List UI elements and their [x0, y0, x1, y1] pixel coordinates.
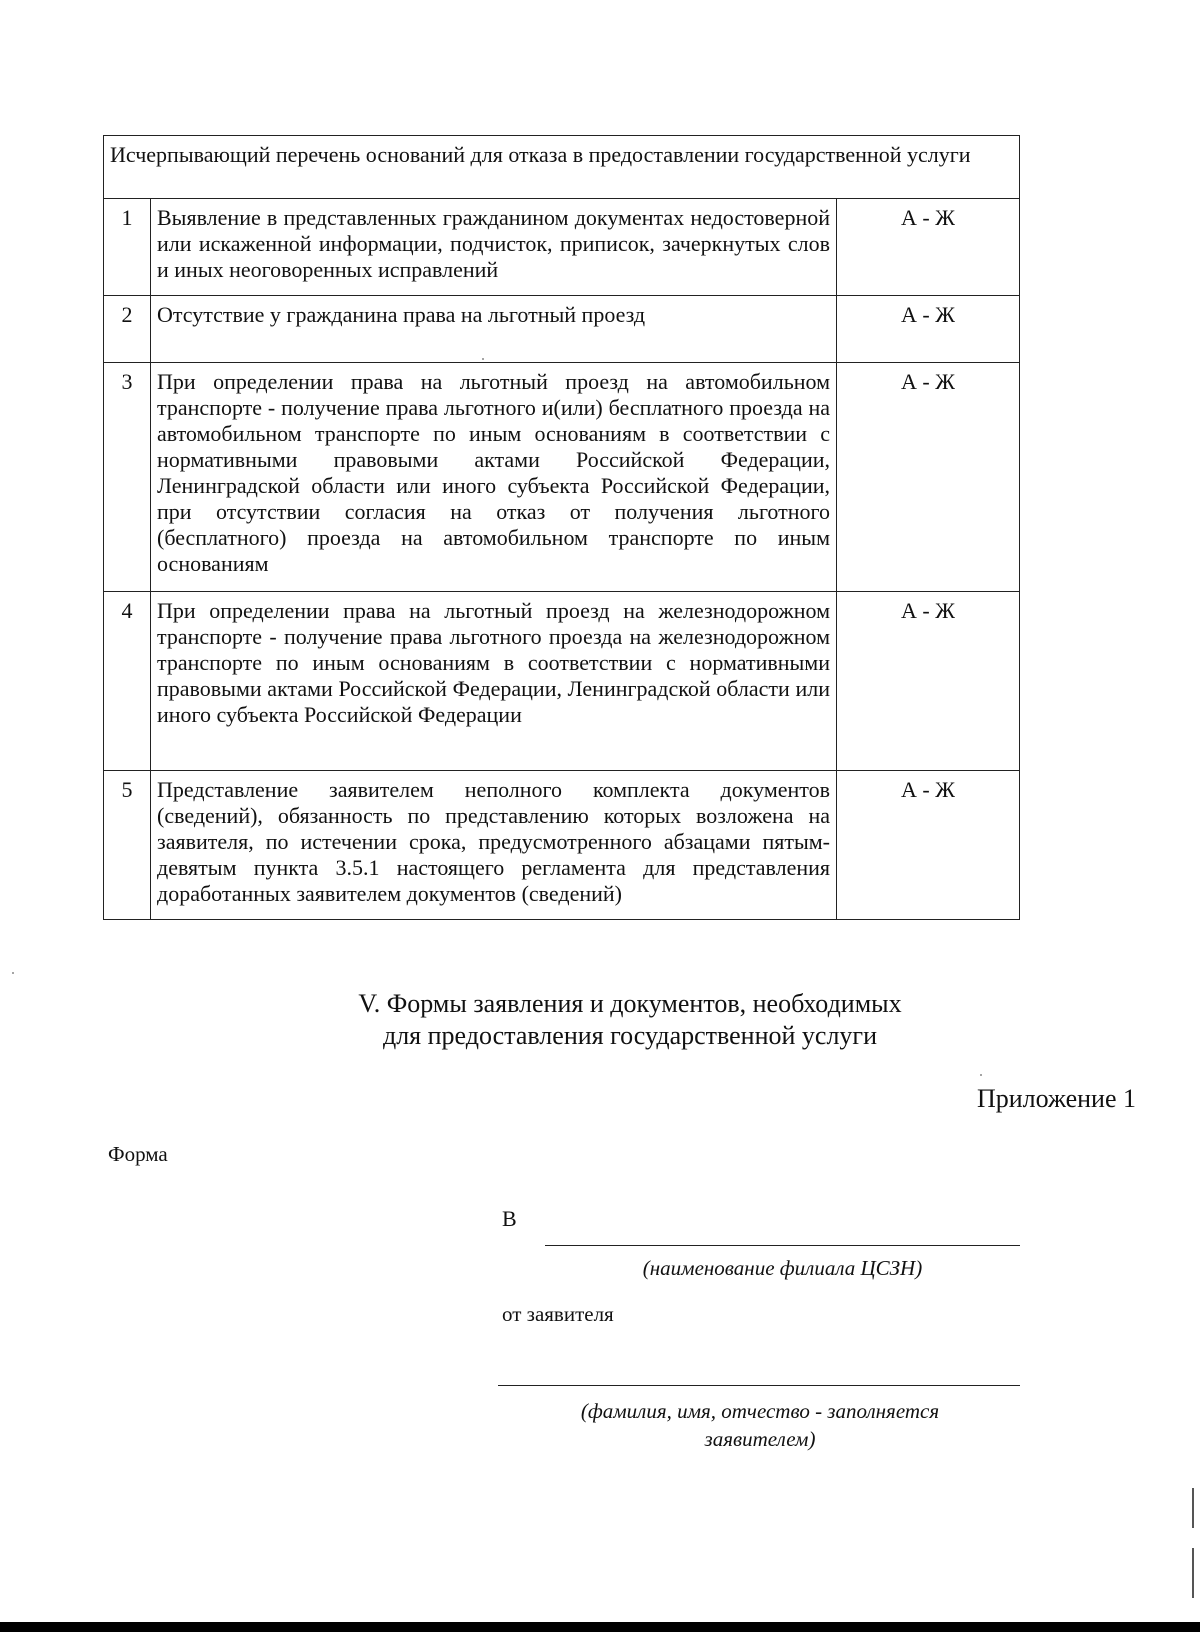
- applicant-label: от заявителя: [502, 1302, 614, 1326]
- applicant-hint: [520, 1397, 1000, 1453]
- row-text: Выявление в представленных гражданином документах недостоверной или искаженной информации, подчисток, приписок, зачеркнутых слов и иных неоговоренных исправлений: [151, 199, 837, 296]
- recipient-hint: (наименование филиала ЦСЗН): [642, 1256, 923, 1280]
- scan-speck: [12, 972, 14, 974]
- row-text: Отсутствие у гражданина права на льготный проезд: [151, 296, 837, 363]
- form-label: Форма: [108, 1142, 168, 1166]
- applicant-fill-line: [498, 1385, 1020, 1386]
- row-text: При определении права на льготный проезд на железнодорожном транспорте - получение права льготного проезда на железнодорожном транспорте по иным основаниям в соответствии с нормативными правовыми актами Российской Федерации, Ленинградской области или иного субъекта Российской Федерации: [151, 592, 837, 771]
- table-row: [104, 199, 1020, 296]
- row-code: А - Ж: [837, 296, 1020, 363]
- section-title-line-1: V. Формы заявления и документов, необходимых: [358, 989, 902, 1018]
- recipient-prefix: В: [502, 1206, 517, 1231]
- row-text: Представление заявителем неполного комплекта документов (сведений), обязанность по представлению которых возложена на заявителя, по истечении срока, предусмотренного абзацами пятым-девятым пункта 3.5.1 настоящего регламента для представления доработанных заявителем документов (сведений): [151, 771, 837, 920]
- table-row: [104, 771, 1020, 920]
- row-number: 2: [104, 296, 151, 363]
- row-text: При определении права на льготный проезд на автомобильном транспорте - получение права льготного и(или) бесплатного проезда на автомобильном транспорте по иным основаниям в соответствии с нормативными правовыми актами Российской Федерации, Ленинградской области или иного субъекта Российской Федерации, при отсутствии согласия на отказ от получения льготного (бесплатного) проезда на автомобильном транспорте по иным основаниям: [151, 363, 837, 592]
- applicant-hint-line-2: заявителем): [704, 1427, 816, 1451]
- appendix-label: Приложение 1: [976, 1084, 1136, 1113]
- row-number: 4: [104, 592, 151, 771]
- row-code: А - Ж: [837, 199, 1020, 296]
- refusal-grounds-table: [103, 135, 1020, 920]
- scan-bottom-edge: [0, 1622, 1200, 1632]
- row-code: А - Ж: [837, 363, 1020, 592]
- table-row: [104, 592, 1020, 771]
- scan-speck: [482, 358, 484, 360]
- scan-speck: [980, 1074, 982, 1076]
- row-number: 1: [104, 199, 151, 296]
- section-title: [260, 988, 1000, 1052]
- table-row: [104, 363, 1020, 592]
- row-number: 3: [104, 363, 151, 592]
- table-row: [104, 296, 1020, 363]
- row-code: А - Ж: [837, 592, 1020, 771]
- scan-edge-mark: [1192, 1548, 1194, 1598]
- table-header: Исчерпывающий перечень оснований для отказа в предоставлении государственной услуги: [104, 136, 1020, 199]
- section-title-line-2: для предоставления государственной услуги: [382, 1021, 878, 1050]
- table-header-row: [104, 136, 1020, 199]
- scan-edge-mark: [1192, 1488, 1194, 1528]
- recipient-fill-line: [545, 1245, 1020, 1246]
- row-number: 5: [104, 771, 151, 920]
- applicant-hint-line-1: (фамилия, имя, отчество - заполняется: [580, 1399, 940, 1423]
- row-code: А - Ж: [837, 771, 1020, 920]
